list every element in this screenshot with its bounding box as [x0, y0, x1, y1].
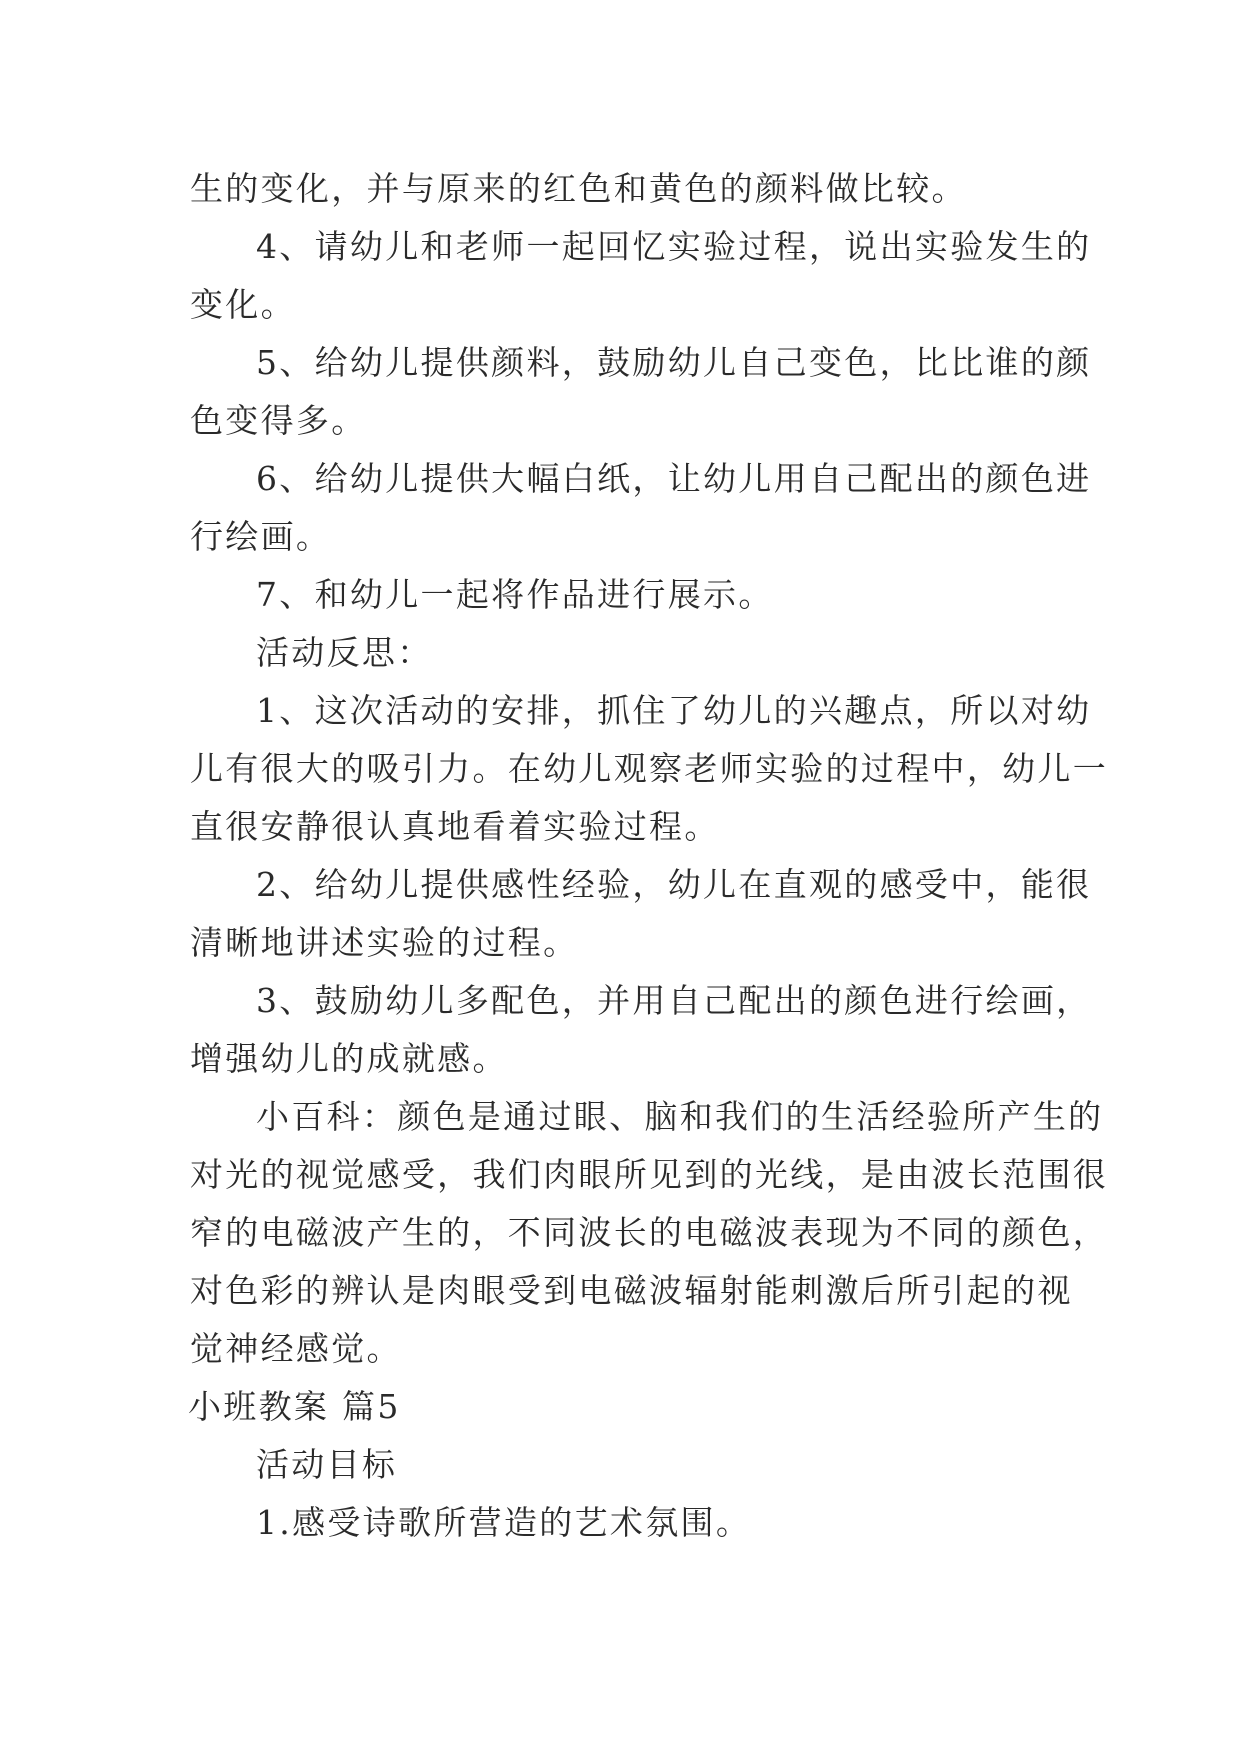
body-text-line: 对色彩的辨认是肉眼受到电磁波辐射能刺激后所引起的视 — [190, 1271, 1073, 1310]
subsection-label-goals: 活动目标 — [256, 1445, 398, 1484]
list-item-step-4: 4、请幼儿和老师一起回忆实验过程，说出实验发生的 — [256, 227, 1092, 266]
reflection-item-1: 1、这次活动的安排，抓住了幼儿的兴趣点，所以对幼 — [256, 691, 1092, 730]
body-text-line: 清晰地讲述实验的过程。 — [190, 923, 579, 962]
reflection-item-2: 2、给幼儿提供感性经验，幼儿在直观的感受中，能很 — [256, 865, 1092, 904]
section-heading: 小班教案 篇5 — [188, 1387, 401, 1426]
body-text-line: 儿有很大的吸引力。在幼儿观察老师实验的过程中，幼儿一 — [190, 749, 1109, 788]
list-item-step-6: 6、给幼儿提供大幅白纸，让幼儿用自己配出的颜色进 — [256, 459, 1092, 498]
body-text-line: 变化。 — [190, 285, 296, 324]
body-text-line: 对光的视觉感受，我们肉眼所见到的光线，是由波长范围很 — [190, 1155, 1109, 1194]
body-text-line: 色变得多。 — [190, 401, 367, 440]
body-text-line: 觉神经感觉。 — [190, 1329, 402, 1368]
body-text-line: 窄的电磁波产生的，不同波长的电磁波表现为不同的颜色， — [190, 1213, 1109, 1252]
document-page — [188, 160, 1109, 1552]
list-item-step-5: 5、给幼儿提供颜料，鼓励幼儿自己变色，比比谁的颜 — [256, 343, 1092, 382]
section-label-reflection: 活动反思： — [256, 633, 433, 672]
goal-item-1: 1.感受诗歌所营造的艺术氛围。 — [256, 1503, 752, 1542]
body-text-line: 增强幼儿的成就感。 — [190, 1039, 508, 1078]
body-text-line: 行绘画。 — [190, 517, 332, 556]
body-text-line: 生的变化，并与原来的红色和黄色的颜料做比较。 — [190, 169, 967, 208]
reflection-item-3: 3、鼓励幼儿多配色，并用自己配出的颜色进行绘画， — [256, 981, 1092, 1020]
list-item-step-7: 7、和幼儿一起将作品进行展示。 — [256, 575, 774, 614]
encyclopedia-paragraph: 小百科：颜色是通过眼、脑和我们的生活经验所产生的 — [256, 1097, 1104, 1136]
body-text-line: 直很安静很认真地看着实验过程。 — [190, 807, 720, 846]
